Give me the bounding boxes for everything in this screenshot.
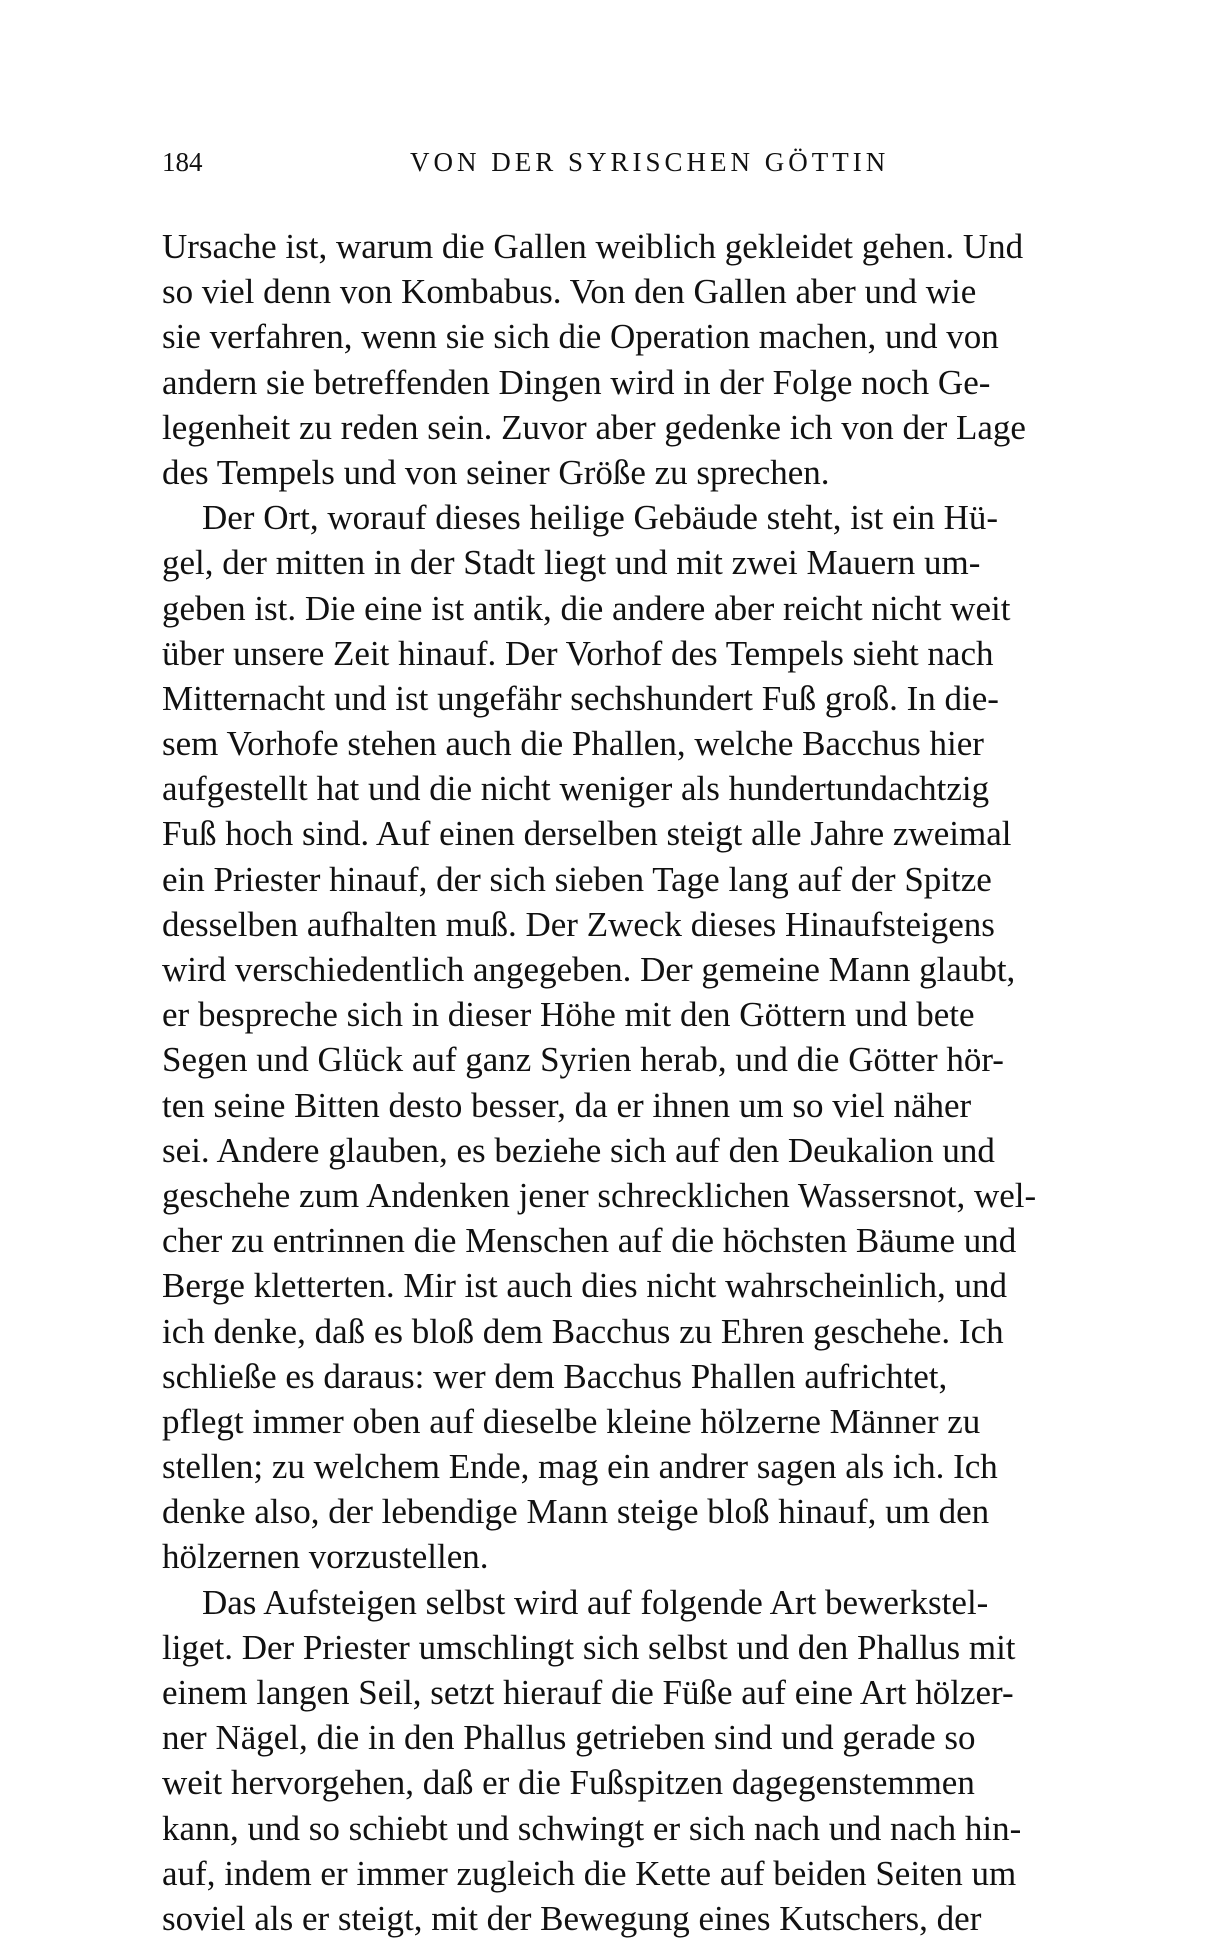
text-line: geben ist. Die eine ist antik, die andere aber reicht nicht weit bbox=[162, 588, 1011, 628]
text-line: sie verfahren, wenn sie sich die Operation machen, und von bbox=[162, 317, 999, 357]
text-line: pflegt immer oben auf dieselbe kleine hölzerne Männer zu bbox=[162, 1401, 981, 1441]
paragraph-first-line: Das Aufsteigen selbst wird auf folgende Art bewerkstel- bbox=[202, 1582, 989, 1622]
text-line: liget. Der Priester umschlingt sich selbst und den Phallus mit bbox=[162, 1627, 1016, 1667]
text-line: gel, der mitten in der Stadt liegt und mit zwei Mauern um- bbox=[162, 543, 981, 583]
text-line: ten seine Bitten desto besser, da er ihnen um so viel näher bbox=[162, 1085, 972, 1125]
text-line: ein Priester hinauf, der sich sieben Tage lang auf der Spitze bbox=[162, 859, 992, 899]
text-line: desselben aufhalten muß. Der Zweck dieses Hinaufsteigens bbox=[162, 904, 995, 944]
text-line: sem Vorhofe stehen auch die Phallen, welche Bacchus hier bbox=[162, 724, 984, 764]
paragraph-first-line: Der Ort, worauf dieses heilige Gebäude steht, ist ein Hü- bbox=[202, 498, 999, 538]
text-line: so viel denn von Kombabus. Von den Gallen aber und wie bbox=[162, 272, 977, 312]
text-line: denke also, der lebendige Mann steige bloß hinauf, um den bbox=[162, 1492, 990, 1532]
text-line: auf, indem er immer zugleich die Kette auf beiden Seiten um bbox=[162, 1853, 1017, 1893]
text-line: legenheit zu reden sein. Zuvor aber gedenke ich von der Lage bbox=[162, 407, 1026, 447]
running-head bbox=[162, 142, 1122, 182]
text-line: weit hervorgehen, daß er die Fußspitzen dagegenstemmen bbox=[162, 1763, 975, 1803]
text-line: Mitternacht und ist ungefähr sechshundert Fuß groß. In die- bbox=[162, 678, 999, 718]
text-line: ner Nägel, die in den Phallus getrieben sind und gerade so bbox=[162, 1718, 976, 1758]
text-line: Segen und Glück auf ganz Syrien herab, und die Götter hör- bbox=[162, 1040, 1004, 1080]
text-line: Berge kletterten. Mir ist auch dies nicht wahrscheinlich, und bbox=[162, 1266, 1007, 1306]
text-line: soviel als er steigt, mit der Bewegung eines Kutschers, der bbox=[162, 1898, 982, 1938]
text-line: schließe es daraus: wer dem Bacchus Phallen aufrichtet, bbox=[162, 1356, 948, 1396]
text-line: geschehe zum Andenken jener schrecklichen Wassersnot, wel- bbox=[162, 1175, 1037, 1215]
text-line: Ursache ist, warum die Gallen weiblich gekleidet gehen. Und bbox=[162, 227, 1024, 266]
text-line: er bespreche sich in dieser Höhe mit den Göttern und bete bbox=[162, 995, 975, 1035]
text-line: ich denke, daß es bloß dem Bacchus zu Ehren geschehe. Ich bbox=[162, 1311, 1004, 1351]
text-line: hölzernen vorzustellen. bbox=[162, 1537, 489, 1577]
text-line: des Tempels und von seiner Größe zu sprechen. bbox=[162, 452, 830, 492]
page-number: 184 bbox=[162, 147, 203, 177]
text-line: sei. Andere glauben, es beziehe sich auf den Deukalion und bbox=[162, 1130, 995, 1170]
text-line: einem langen Seil, setzt hierauf die Füße auf eine Art hölzer- bbox=[162, 1673, 1014, 1712]
text-line: über unsere Zeit hinauf. Der Vorhof des Tempels sieht nach bbox=[162, 633, 994, 673]
text-line: kann, und so schiebt und schwingt er sich nach und nach hin- bbox=[162, 1808, 1022, 1848]
text-line: andern sie betreffenden Dingen wird in der Folge noch Ge- bbox=[162, 362, 991, 402]
text-line: stellen; zu welchem Ende, mag ein andrer sagen als ich. Ich bbox=[162, 1447, 998, 1487]
text-line: Fuß hoch sind. Auf einen derselben steigt alle Jahre zweimal bbox=[162, 814, 1012, 854]
running-title: VON DER SYRISCHEN GÖTTIN bbox=[410, 147, 890, 177]
body-text bbox=[162, 224, 1162, 1941]
text-line: cher zu entrinnen die Menschen auf die höchsten Bäume und bbox=[162, 1221, 1017, 1261]
text-line: wird verschiedentlich angegeben. Der gemeine Mann glaubt, bbox=[162, 950, 1016, 989]
text-line: aufgestellt hat und die nicht weniger als hundertundachtzig bbox=[162, 769, 990, 809]
